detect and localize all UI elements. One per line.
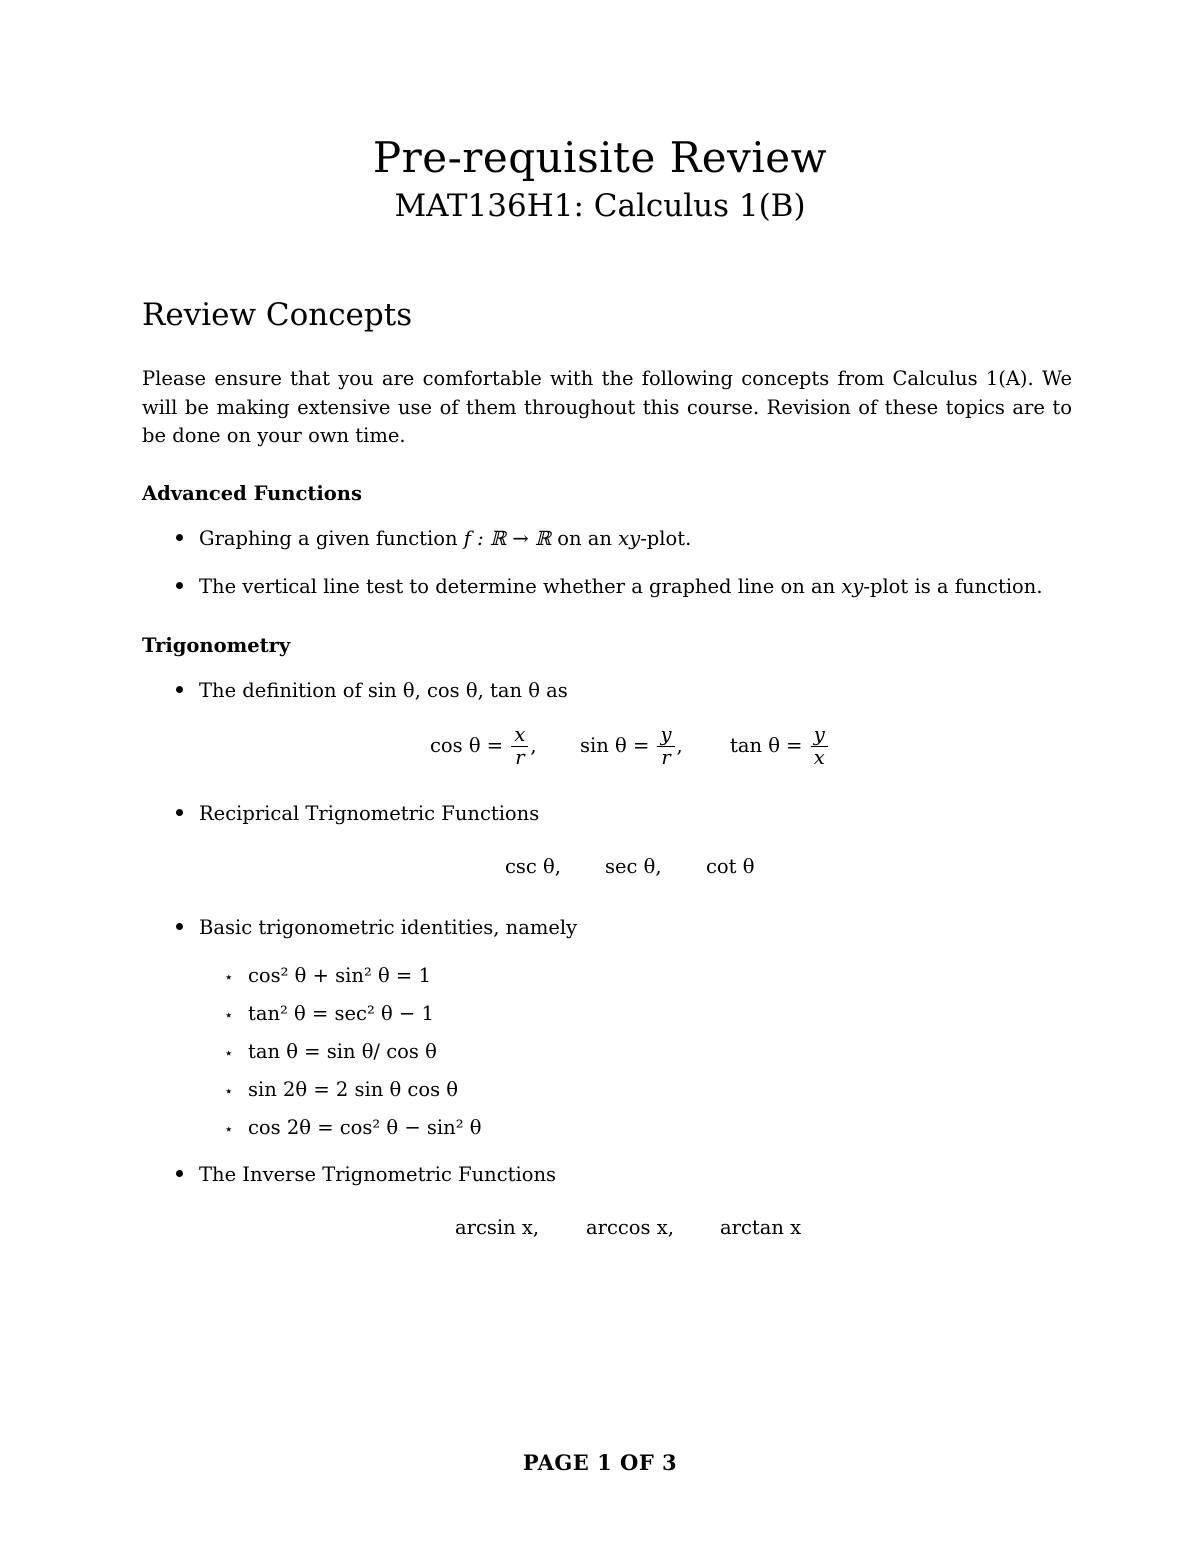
cos-fraction	[511, 724, 528, 769]
subheading-trigonometry: Trigonometry	[142, 634, 291, 657]
subheading-advanced-functions: Advanced Functions	[142, 482, 362, 505]
item-math: sin θ, cos θ, tan θ	[367, 679, 540, 702]
star-icon: ⋆	[224, 1006, 234, 1024]
numerator: x	[511, 724, 528, 747]
identity-text: tan² θ = sec² θ − 1	[248, 1002, 434, 1025]
bullet-icon	[176, 686, 183, 693]
item-math: xy	[618, 527, 641, 550]
list-item-graphing	[176, 527, 691, 550]
list-item-trig-definition	[176, 679, 568, 702]
inverse-arctan: arctan x	[720, 1216, 802, 1239]
reciprocal-sec: sec θ,	[605, 855, 662, 878]
item-text: The definition of	[199, 679, 368, 702]
identity-item	[224, 1078, 458, 1101]
document-title: Pre-requisite Review	[372, 133, 828, 182]
list-item-inverse	[176, 1163, 556, 1186]
intro-paragraph: Please ensure that you are comfortable with the following concepts from Calculus 1(A). We will be making extensive use of them throughout this course. Revision of these topics are to be done on your own time.	[142, 367, 1072, 447]
star-icon: ⋆	[224, 968, 234, 986]
star-icon: ⋆	[224, 1044, 234, 1062]
item-text: The vertical line test to determine whether a graphed line on an	[199, 575, 842, 598]
sin-fraction	[657, 724, 674, 769]
identity-item	[224, 1002, 434, 1025]
item-text: Graphing a given function	[199, 527, 464, 550]
reciprocal-cot: cot θ	[706, 855, 755, 878]
identity-item	[224, 1116, 481, 1139]
list-item-identities	[176, 916, 577, 939]
star-icon: ⋆	[224, 1120, 234, 1138]
star-icon: ⋆	[224, 1082, 234, 1100]
inverse-arcsin: arcsin x,	[455, 1216, 540, 1239]
section-heading: Review Concepts	[142, 297, 413, 333]
list-item-vertical-line-test	[176, 575, 1043, 598]
inverse-arccos: arccos x,	[586, 1216, 674, 1239]
identity-text: cos 2θ = cos² θ − sin² θ	[248, 1116, 482, 1139]
identity-text: sin 2θ = 2 sin θ cos θ	[248, 1078, 459, 1101]
bullet-icon	[176, 923, 183, 930]
denominator: r	[515, 746, 525, 769]
item-text: on an	[551, 527, 619, 550]
reciprocal-csc: csc θ,	[505, 855, 561, 878]
numerator: y	[811, 724, 828, 747]
item-text: Basic trigonometric identities, namely	[199, 916, 578, 939]
item-text: -plot.	[640, 527, 692, 550]
cos-definition: cos θ = $\frac{x}{r}$ ,	[430, 723, 537, 769]
identity-item	[224, 964, 431, 987]
sin-definition: sin θ = $\frac{y}{r}$ ,	[580, 723, 683, 769]
denominator: r	[661, 746, 671, 769]
item-text: Reciprical Trignometric Functions	[199, 802, 540, 825]
numerator: y	[657, 724, 674, 747]
list-item-reciprocal	[176, 802, 539, 825]
item-text: -plot is a function.	[863, 575, 1043, 598]
bullet-icon	[176, 582, 183, 589]
page-number: PAGE 1 OF 3	[522, 1450, 678, 1475]
tan-lhs: tan θ =	[730, 734, 803, 757]
item-math: f : ℝ → ℝ	[463, 527, 552, 550]
sin-lhs: sin θ =	[580, 734, 650, 757]
bullet-icon	[176, 534, 183, 541]
identity-text: cos² θ + sin² θ = 1	[248, 964, 431, 987]
bullet-icon	[176, 1170, 183, 1177]
tan-definition	[730, 724, 830, 769]
denominator: x	[813, 746, 825, 769]
identity-text: tan θ = sin θ/ cos θ	[248, 1040, 437, 1063]
item-text: as	[539, 679, 568, 702]
cos-lhs: cos θ =	[430, 734, 504, 757]
document-subtitle: MAT136H1: Calculus 1(B)	[394, 188, 806, 224]
item-math: xy	[841, 575, 864, 598]
item-text: The Inverse Trignometric Functions	[199, 1163, 557, 1186]
bullet-icon	[176, 809, 183, 816]
identity-item	[224, 1040, 437, 1063]
tan-fraction	[811, 724, 828, 769]
